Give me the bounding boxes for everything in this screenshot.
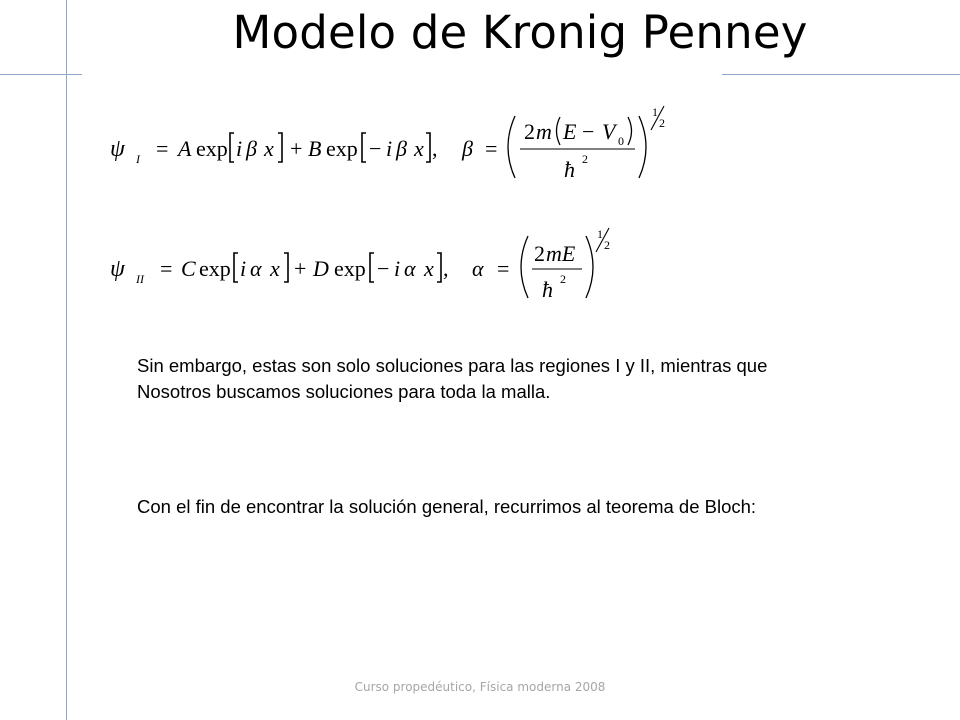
svg-text:−: −	[582, 119, 595, 144]
svg-text:+: +	[290, 136, 303, 161]
svg-text:=: =	[160, 256, 173, 281]
svg-text:II: II	[136, 272, 144, 286]
svg-text:=: =	[497, 256, 510, 281]
paragraph-regions-line-2: Nosotros buscamos soluciones para toda la malla.	[137, 381, 551, 402]
beta-symbol: β	[246, 136, 257, 161]
svg-text:i: i	[240, 256, 247, 281]
svg-text:=: =	[156, 136, 169, 161]
slide-title: Modelo de Kronig Penney	[232, 6, 808, 59]
svg-text:2: 2	[604, 238, 610, 252]
svg-text:,: ,	[432, 136, 438, 161]
potential-subscript: 0	[618, 134, 624, 148]
svg-text:i: i	[236, 136, 243, 161]
svg-text:exp: exp	[326, 136, 358, 161]
svg-text:=: =	[485, 136, 498, 161]
svg-text:exp: exp	[196, 136, 228, 161]
svg-text:β: β	[396, 136, 407, 161]
coefficient-a: A	[178, 136, 192, 161]
paragraph-regions	[137, 353, 767, 405]
coefficient-d: D	[313, 256, 329, 281]
svg-text:β: β	[462, 136, 473, 161]
footer-text: Curso propedéutico, Física moderna 2008	[354, 680, 606, 694]
svg-text:2: 2	[582, 152, 588, 166]
svg-text:1: 1	[597, 227, 603, 241]
svg-text:x: x	[424, 256, 434, 281]
equation-psi-region-2	[110, 227, 610, 302]
svg-text:2: 2	[524, 119, 535, 144]
svg-text:i: i	[394, 256, 401, 281]
psi-subscript: I	[136, 152, 140, 166]
svg-text:,: ,	[443, 256, 449, 281]
svg-text:+: +	[294, 256, 307, 281]
svg-text:ψ: ψ	[110, 256, 125, 282]
svg-text:2: 2	[560, 272, 566, 286]
svg-text:−: −	[369, 136, 382, 161]
svg-text:i: i	[386, 136, 393, 161]
equation-psi-region-1	[110, 105, 665, 182]
svg-text:2: 2	[534, 241, 545, 266]
svg-text:mE: mE	[546, 241, 576, 266]
coefficient-c: C	[181, 256, 196, 281]
svg-text:2: 2	[659, 116, 665, 130]
alpha-symbol: α	[250, 256, 262, 281]
svg-text:x: x	[270, 256, 280, 281]
paragraph-bloch: Con el fin de encontrar la solución general, recurrimos al teorema de Bloch:	[137, 496, 757, 517]
svg-text:x: x	[414, 136, 424, 161]
svg-text:exp: exp	[199, 256, 231, 281]
svg-text:ħ: ħ	[542, 277, 553, 302]
svg-text:α: α	[472, 256, 484, 281]
psi-symbol: ψ	[110, 136, 125, 162]
svg-text:x: x	[264, 136, 274, 161]
svg-text:1: 1	[652, 105, 658, 119]
paragraph-regions-line-1: Sin embargo, estas son solo soluciones para las regiones I y II, mientras que	[137, 355, 768, 376]
potential-v: V	[602, 119, 616, 144]
svg-text:E: E	[563, 119, 577, 144]
hbar-symbol: ħ	[564, 157, 575, 182]
coefficient-b: B	[308, 136, 322, 161]
svg-text:α: α	[404, 256, 416, 281]
svg-text:exp: exp	[334, 256, 366, 281]
svg-text:−: −	[377, 256, 390, 281]
svg-text:m: m	[536, 119, 552, 144]
